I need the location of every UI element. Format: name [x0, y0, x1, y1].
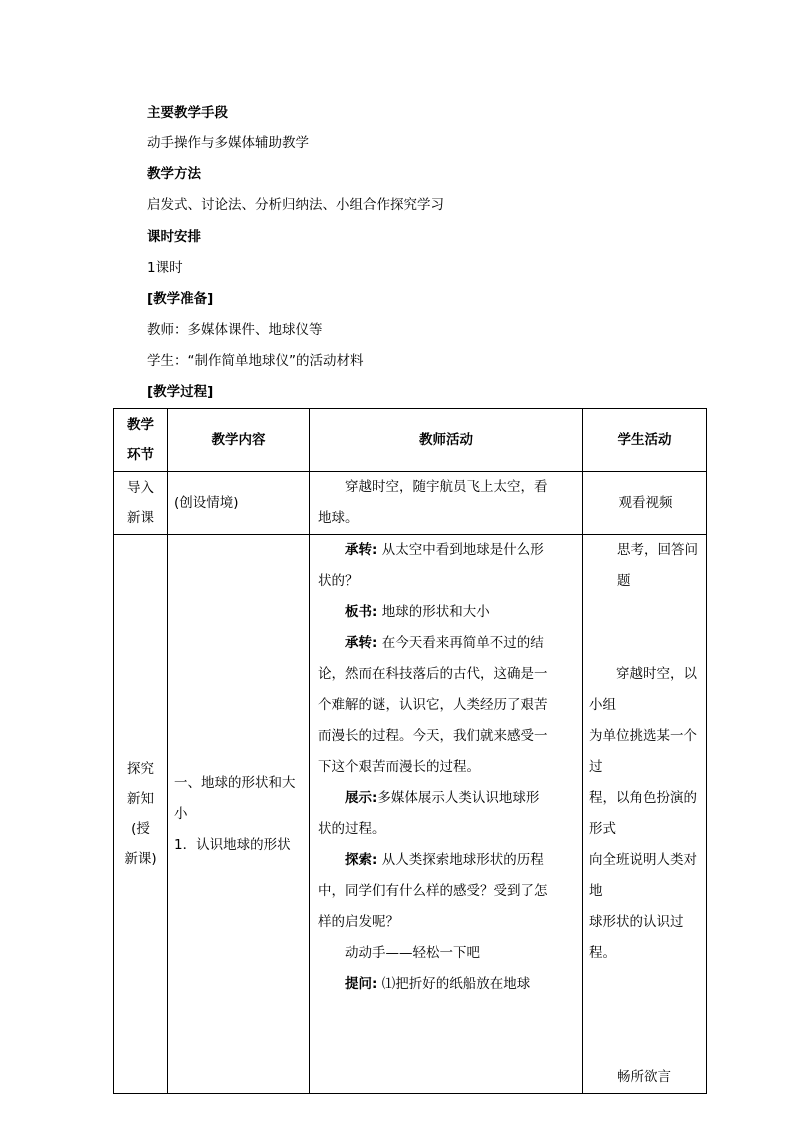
table-row: [114, 535, 707, 1094]
means-heading: 主要教学手段: [147, 105, 228, 121]
header-stage-line2: 环节: [127, 447, 154, 463]
teacher-line: 个难解的谜，认识它，人类经历了艰苦: [318, 697, 548, 713]
teacher-line: [318, 969, 575, 1000]
method-text: 启发式、讨论法、分析归纳法、小组合作探究学习: [147, 197, 444, 213]
hours-heading: 课时安排: [147, 229, 201, 245]
student-gap: [589, 1031, 702, 1062]
teacher-cell: [310, 535, 583, 1094]
table-header-row: [114, 409, 707, 472]
teacher-line: [318, 845, 575, 876]
student-cell: [583, 535, 707, 1094]
student-gap: [589, 1000, 702, 1031]
content-line: 1．认识地球的形状: [174, 836, 291, 853]
teacher-line: 而漫长的过程。今天，我们就来感受一: [318, 728, 548, 744]
student-line: 向全班说明人类对地: [589, 852, 697, 899]
header-stage-line1: 教学: [127, 417, 154, 433]
method-heading: 教学方法: [147, 166, 201, 182]
teacher-line: 状的过程。: [318, 821, 386, 837]
teacher-label: 承转:: [345, 635, 378, 651]
stage-line: (授: [131, 821, 150, 837]
teacher-text: 从太空中看到地球是什么形: [377, 542, 544, 558]
header-stage: [114, 409, 168, 472]
means-text: 动手操作与多媒体辅助教学: [147, 135, 309, 151]
student-line: 为单位挑选某一个过: [589, 728, 697, 775]
content-line: 小: [174, 805, 188, 822]
stage-line: 探究: [127, 761, 154, 777]
header-student: 学生活动: [583, 409, 707, 472]
student-line: 球形状的认识过程。: [589, 914, 684, 961]
student-gap: [589, 969, 702, 1000]
student-gap: [589, 628, 702, 659]
teacher-line: 动动手——轻松一下吧: [345, 945, 480, 961]
process-heading: [教学过程]: [147, 384, 214, 400]
teacher-label: 展示:: [345, 790, 378, 806]
teacher-cell: [310, 472, 583, 535]
teacher-text: 多媒体展示人类认识地球形: [377, 790, 540, 806]
stage-line: 导入: [127, 480, 154, 496]
teacher-line: 地球。: [318, 510, 359, 526]
teacher-line: [318, 597, 575, 628]
teacher-line: 中，同学们有什么样的感受？受到了怎: [318, 883, 548, 899]
teacher-text: 地球的形状和大小: [377, 604, 490, 620]
hours-text: 1课时: [147, 260, 183, 276]
prep-heading: [教学准备]: [147, 291, 214, 307]
student-gap: [589, 597, 702, 628]
stage-line: 新课: [127, 510, 154, 526]
teacher-text: 从人类探索地球形状的历程: [377, 852, 544, 868]
lesson-process-table: [113, 408, 707, 1094]
teacher-line: 样的启发呢？: [318, 914, 399, 930]
header-content: 教学内容: [168, 409, 310, 472]
teacher-line: [318, 628, 575, 659]
teacher-label: 板书:: [345, 604, 378, 620]
student-line: 思考，回答问题: [617, 542, 698, 589]
student-line: 穿越时空，以小组: [589, 666, 697, 713]
stage-line: 新知: [127, 791, 154, 807]
table-row: [114, 472, 707, 535]
teacher-line: 穿越时空，随宇航员飞上太空，看: [345, 479, 548, 495]
teacher-label: 承转:: [345, 542, 378, 558]
teacher-line: 论，然而在科技落后的古代，这确是一: [318, 666, 548, 682]
prep-teacher: 教师：多媒体课件、地球仪等: [147, 322, 323, 338]
teacher-label: 提问:: [345, 976, 378, 992]
content-cell: (创设情境): [168, 472, 310, 535]
teacher-line: 状的？: [318, 573, 359, 589]
teacher-line: [318, 783, 575, 814]
content-cell: [168, 535, 310, 1094]
content-line: 一、地球的形状和大: [174, 774, 296, 791]
teacher-text: 在今天看来再简单不过的结: [377, 635, 544, 651]
prep-student: 学生：“制作简单地球仪”的活动材料: [147, 353, 364, 369]
teacher-text: ⑴把折好的纸船放在地球: [377, 976, 531, 992]
teacher-line: [318, 535, 575, 566]
teacher-label: 探索:: [345, 852, 378, 868]
teacher-line: 下这个艰苦而漫长的过程。: [318, 759, 480, 775]
student-line: 畅所欲言: [617, 1069, 671, 1085]
stage-cell: [114, 472, 168, 535]
student-line: 程，以角色扮演的形式: [589, 790, 697, 837]
student-cell: 观看视频: [583, 472, 707, 535]
stage-cell: [114, 535, 168, 1094]
stage-line: 新课): [124, 851, 157, 867]
header-teacher: 教师活动: [310, 409, 583, 472]
